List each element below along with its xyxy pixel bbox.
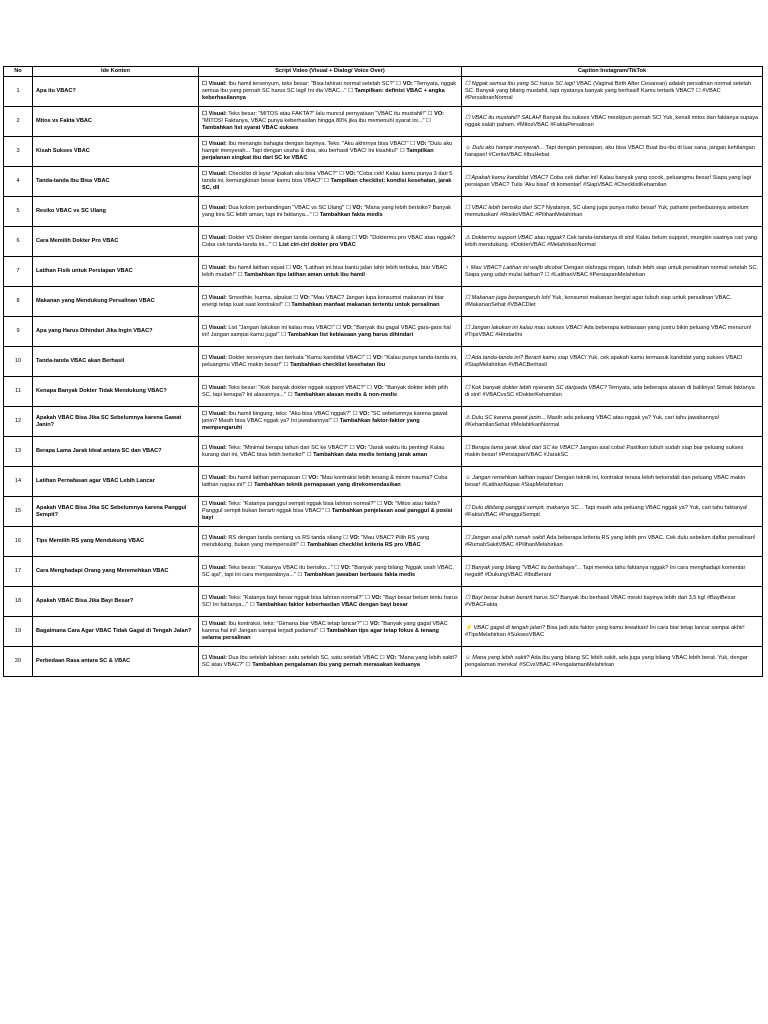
- cell-video-script: [199, 137, 462, 167]
- cell-no: 17: [4, 557, 33, 587]
- text-segment: VO:: [373, 384, 384, 391]
- text-segment: Jangan asal coba! Pastikan tubuh sudah siap biar peluang sukses makin besar! #PersiapanVBAC #JarakSC: [465, 444, 744, 458]
- cell-no: 11: [4, 377, 33, 407]
- text-segment: Tambahkan list syarat VBAC sukses: [202, 124, 299, 131]
- text-segment: ☐ VBAC itu mustahil? SALAH!: [465, 114, 542, 121]
- text-segment: "Latihan ini bisa bantu jalan lahir lebih terbuka, biar VBAC lebih mudah!" ☐: [202, 264, 448, 278]
- cell-caption: [462, 167, 763, 197]
- text-segment: VO:: [358, 234, 369, 241]
- text-segment: Tapi mereka tahu faktanya nggak? Ini cara menghadapi komentar negatif! #DukungVBAC #IbuBerani: [465, 564, 746, 578]
- cell-no: 10: [4, 347, 33, 377]
- text-segment: ☐ Visual:: [202, 564, 227, 571]
- text-segment: VO:: [352, 204, 363, 211]
- cell-video-script: [199, 407, 462, 437]
- text-segment: ♀ Mau VBAC? Latihan ini wajib dicoba!: [465, 264, 563, 271]
- text-segment: Tambahkan penjelasan soal panggul & posisi bayi: [202, 508, 453, 521]
- text-segment: ☐ Jangan lakukan ini kalau mau sukses VBAC!: [465, 324, 583, 331]
- text-segment: Tambahkan pengalaman ibu yang pernah merasakan keduanya: [252, 661, 420, 668]
- header-idea: Ide Konten: [33, 67, 199, 77]
- cell-caption: [462, 137, 763, 167]
- cell-caption: [462, 527, 763, 557]
- cell-no: 8: [4, 287, 33, 317]
- cell-no: 19: [4, 617, 33, 647]
- cell-video-script: [199, 377, 462, 407]
- cell-content-idea: Apakah VBAC Bisa Jika SC Sebelumnya karena Gawat Janin?: [33, 407, 199, 437]
- table-row: [4, 467, 763, 497]
- text-segment: Dengan teknik ini, kontraksi terasa lebih terkendali dan peluang VBAC makin besar! #LatihanNapas #SiapMelahirkan: [465, 474, 746, 488]
- text-segment: Teks: "Katanya bayi besar nggak bisa lahiran normal?" ☐: [226, 594, 372, 601]
- cell-no: 7: [4, 257, 33, 287]
- text-segment: Tambahkan tips agar tetap fokus & tenang selama persalinan: [202, 628, 439, 641]
- cell-video-script: [199, 347, 462, 377]
- text-segment: ☐ Visual:: [202, 234, 227, 241]
- text-segment: ☐ Bayi besar bukan berarti harus SC!: [465, 594, 559, 601]
- table-row: [4, 137, 763, 167]
- text-segment: ☐ Visual:: [202, 444, 227, 451]
- cell-no: 6: [4, 227, 33, 257]
- text-segment: "Jarak waktu itu penting! Kalau kurang dari ini, VBAC bisa lebih berisiko!" ☐: [202, 444, 445, 458]
- cell-no: 20: [4, 647, 33, 677]
- cell-video-script: [199, 77, 462, 107]
- text-segment: ☐ Visual:: [202, 534, 227, 541]
- header-no: No: [4, 67, 33, 77]
- text-segment: ☺: [465, 474, 473, 481]
- cell-content-idea: Cara Memilih Dokter Pro VBAC: [33, 227, 199, 257]
- text-segment: Teks besar: "Kok banyak dokter nggak support VBAC?" ☐: [226, 384, 374, 391]
- cell-content-idea: Berapa Lama Jarak Ideal antara SC dan VBAC?: [33, 437, 199, 467]
- table-body: [4, 77, 763, 677]
- cell-caption: [462, 437, 763, 467]
- text-segment: ☐ Visual:: [202, 501, 227, 508]
- cell-video-script: [199, 197, 462, 227]
- cell-caption: [462, 377, 763, 407]
- text-segment: Teks besar: "MITOS atau FAKTA?" lalu muncul pernyataan "VBAC itu mustahil!" ☐: [226, 111, 435, 118]
- table-row: [4, 647, 763, 677]
- cell-caption: [462, 317, 763, 347]
- table-row: [4, 527, 763, 557]
- cell-content-idea: Kisah Sukses VBAC: [33, 137, 199, 167]
- cell-caption: [462, 227, 763, 257]
- cell-content-idea: Mitos vs Fakta VBAC: [33, 107, 199, 137]
- cell-no: 3: [4, 137, 33, 167]
- text-segment: Masih ada peluang VBAC atau nggak ya? Yuk, cari tahu jawabannya! #KehamilanSehat #MelahirkanNormal: [465, 414, 720, 428]
- text-segment: Tambahkan teknik pernapasan yang direkomendasikan: [254, 481, 401, 488]
- table-row: [4, 197, 763, 227]
- text-segment: Tambahkan checklist kriteria RS pro VBAC: [306, 541, 421, 548]
- text-segment: "Banyak dokter lebih pilih SC, tapi kenapa? Ini alasannya..." ☐: [202, 384, 448, 398]
- text-segment: Ibu hamil tersenyum, teks besar: "Bisa lahiran normal setelah SC?" ☐: [226, 81, 403, 88]
- text-segment: "Mitos atau fakta? Panggul sempit bukan berarti nggak bisa VBAC!" ☐: [202, 501, 440, 515]
- cell-content-idea: Tanda-tanda Ibu Bisa VBAC: [33, 167, 199, 197]
- text-segment: Nyatanya, SC ulang juga punya risiko besar! Yuk, pahami perbedaannya sebelum memutuskan! #RisikoVBAC #PilihanMelahirkan: [465, 204, 749, 218]
- text-segment: VO:: [299, 294, 310, 301]
- cell-content-idea: Tanda-tanda VBAC akan Berhasil: [33, 347, 199, 377]
- table-row: [4, 107, 763, 137]
- text-segment: "Mau kontraksi lebih tenang & minim trauma? Coba latihan napas ini!" ☐: [202, 474, 448, 488]
- text-segment: Bisa jadi ada faktor yang kamu lewatkan! Ini cara biar tetap lancar sampai akhir! #TipsMelahirkan #SuksesVBAC: [465, 624, 745, 638]
- text-segment: Ibu kontraksi, teks: "Gimana biar VBAC tetap lancar?" ☐: [226, 621, 370, 628]
- cell-caption: [462, 557, 763, 587]
- text-segment: Tampilkan: definisi VBAC + angka keberhasilannya: [202, 88, 445, 101]
- cell-content-idea: Perbedaan Rasa antara SC & VBAC: [33, 647, 199, 677]
- table-header-row: [4, 67, 763, 77]
- text-segment: Ibu hamil latihan squat ☐: [226, 264, 293, 271]
- text-segment: VO:: [402, 81, 413, 88]
- cell-content-idea: Latihan Fisik untuk Persiapan VBAC: [33, 257, 199, 287]
- text-segment: ☐ Berapa lama jarak ideal dari SC ke VBAC?: [465, 444, 578, 451]
- text-segment: "MITOS! Faktanya, VBAC punya keberhasilan hingga 80% jika ibu memenuhi syarat ini..." ☐: [202, 118, 432, 125]
- cell-video-script: [199, 617, 462, 647]
- text-segment: "SC sebelumnya karena gawat janin? Masih bisa VBAC nggak ya? Ini jawabannya!" ☐: [202, 411, 448, 425]
- table-row: [4, 227, 763, 257]
- table-row: [4, 497, 763, 527]
- text-segment: "Banyak yang gagal VBAC karena hal ini! Jangan sampai terjadi padamu!" ☐: [202, 621, 448, 635]
- text-segment: ☐ Visual:: [202, 411, 227, 418]
- text-segment: "Doktermu pro VBAC atau nggak? Coba cek tanda-tanda ini..." ☐: [202, 234, 456, 248]
- text-segment: Teks: "Minimal berapa tahun dari SC ke VBAC?" ☐: [226, 444, 357, 451]
- cell-no: 18: [4, 587, 33, 617]
- table-row: [4, 347, 763, 377]
- text-segment: ☐ Apakah kamu kandidat VBAC?: [465, 174, 549, 181]
- header-script: Script Video (Visual + Dialog/ Voice Over): [199, 67, 462, 77]
- text-segment: VO:: [356, 444, 367, 451]
- text-segment: VO:: [383, 501, 394, 508]
- text-segment: ☐ Visual:: [202, 204, 227, 211]
- text-segment: Yuk, cek apakah kamu termasuk kandidat yang sukses VBAC! #SiapMelahirkan #VBACBerhasil: [465, 354, 743, 368]
- cell-caption: [462, 257, 763, 287]
- table-row: [4, 167, 763, 197]
- text-segment: ☐ Ada tanda-tanda ini? Berarti kamu siap VBAC!: [465, 354, 587, 361]
- text-segment: Ternyata, ada beberapa alasan di baliknya! Simak faktanya di sini! #VBACvsSC #DokterKehamilan: [465, 384, 755, 398]
- text-segment: ⚠ Doktermu support VBAC atau nggak?: [465, 234, 566, 241]
- text-segment: VO:: [416, 141, 427, 148]
- cell-video-script: [199, 287, 462, 317]
- content-plan-table: [3, 66, 763, 677]
- text-segment: VBAC (Vaginal Birth After Cesarean) adalah persalinan normal setelah SC. Banyak yang bilang mustahil, tapi nyatanya banyak yang berhasil! Kamu tertarik VBAC? ☐ #VBAC #PersalinanNormal: [465, 81, 751, 101]
- text-segment: ☺ Dulu aku hampir menyerah...: [465, 144, 545, 151]
- text-segment: ☐ Visual:: [202, 294, 227, 301]
- cell-caption: [462, 647, 763, 677]
- cell-no: 4: [4, 167, 33, 197]
- text-segment: Teks besar: "Katanya VBAC itu berisiko..." ☐: [226, 564, 341, 571]
- text-segment: "Kalau punya tanda-tanda ini, peluangmu VBAC makin besar!" ☐: [202, 354, 458, 368]
- text-segment: Banyak ibu sukses VBAC meskipun pernah SC! Yuk, kenali mitos dan faktanya supaya nggak salah paham. #MitosVBAC #FaktaPersalinan: [465, 114, 759, 128]
- cell-caption: [462, 467, 763, 497]
- text-segment: "Banyak yang bilang 'Nggak usah VBAC, SC aja!', tapi ini cara menjawabnya..." ☐: [202, 564, 454, 578]
- text-segment: "Bayi besar belum tentu harus SC! Ini faktanya..." ☐: [202, 594, 458, 608]
- cell-no: 16: [4, 527, 33, 557]
- cell-video-script: [199, 317, 462, 347]
- text-segment: "Mana yang lebih sakit? SC atau VBAC?" ☐: [202, 654, 458, 668]
- text-segment: Ada ibu yang bilang SC lebih sakit, ada juga yang bilang VBAC lebih berat. Yuk, dengar pengalaman mereka! #SCvsVBAC #PengalamanMelahirkan: [465, 654, 748, 668]
- cell-no: 15: [4, 497, 33, 527]
- cell-content-idea: Latihan Pernafasan agar VBAC Lebih Lancar: [33, 467, 199, 497]
- text-segment: ☐ Visual:: [202, 354, 227, 361]
- cell-video-script: [199, 587, 462, 617]
- text-segment: Tambahkan jawaban berbasis fakta medis: [303, 571, 416, 578]
- text-segment: Tambahkan checklist kesehatan ibu: [290, 361, 386, 368]
- text-segment: VO:: [371, 594, 382, 601]
- cell-caption: [462, 617, 763, 647]
- text-segment: VO:: [308, 474, 319, 481]
- text-segment: Ibu menangis bahagia dengan bayinya. Teks: "Aku akhirnya bisa VBAC!" ☐: [226, 141, 417, 148]
- table-row: [4, 257, 763, 287]
- text-segment: Tambahkan tips latihan aman untuk ibu hamil: [244, 271, 365, 278]
- table-row: [4, 407, 763, 437]
- text-segment: VO:: [342, 324, 353, 331]
- text-segment: Checklist di layar "Apakah aku bisa VBAC?" ☐: [226, 171, 346, 178]
- text-segment: "Banyak ibu gagal VBAC gara-gara hal ini! Jangan sampai kamu juga!" ☐: [202, 324, 451, 338]
- text-segment: ⚡ VBAC gagal di tengah jalan?: [465, 624, 546, 631]
- cell-caption: [462, 107, 763, 137]
- text-segment: ☐ Visual:: [202, 654, 227, 661]
- text-segment: "Dulu aku hampir menyerah... Tapi dengan usaha & doa, aku berhasil VBAC! Ini kisahku!" ☐: [202, 141, 453, 155]
- text-segment: Tambahkan manfaat makanan tertentu untuk persalinan: [291, 301, 440, 308]
- text-segment: "Mana yang lebih berisiko? Banyak yang kira SC lebih aman, tapi ini faktanya..." ☐: [202, 204, 452, 218]
- cell-video-script: [199, 527, 462, 557]
- text-segment: ☐ Visual:: [202, 81, 227, 88]
- table-row: [4, 377, 763, 407]
- text-segment: VO:: [349, 534, 360, 541]
- cell-no: 5: [4, 197, 33, 227]
- text-segment: Jangan remehkan latihan napas!: [472, 474, 554, 481]
- text-segment: ☐ Jangan asal pilih rumah sakit!: [465, 534, 546, 541]
- table-row: [4, 77, 763, 107]
- text-segment: "Ternyata, nggak semua ibu yang pernah SC harus SC lagi! Ini dia VBAC..." ☐: [202, 81, 457, 95]
- cell-video-script: [199, 257, 462, 287]
- cell-caption: [462, 77, 763, 107]
- text-segment: ☐ Visual:: [202, 474, 227, 481]
- text-segment: Dua kolom perbandingan "VBAC vs SC Ulang" ☐: [226, 204, 353, 211]
- text-segment: Banyak ibu berhasil VBAC meski bayinya lebih dari 3,5 kg! #BayiBesar #VBACFakta: [465, 594, 736, 608]
- text-segment: ☐ Makanan juga berpengaruh loh!: [465, 294, 551, 301]
- text-segment: ☐ Visual:: [202, 384, 227, 391]
- table-row: [4, 617, 763, 647]
- cell-content-idea: Kenapa Banyak Dokter Tidak Mendukung VBAC?: [33, 377, 199, 407]
- cell-no: 12: [4, 407, 33, 437]
- text-segment: "Coba cek! Kalau kamu punya 3 dari 5 tanda ini, kemungkinan besar kamu bisa VBAC!" ☐: [202, 171, 453, 185]
- text-segment: Coba cek daftar ini! Kalau banyak yang cocok, peluangmu besar! Siapa yang lagi persiapan VBAC? Tulis 'Aku bisa!' di komentar! #SiapVBAC #ChecklistKehamilan: [465, 174, 751, 188]
- text-segment: VO:: [292, 264, 303, 271]
- cell-no: 1: [4, 77, 33, 107]
- text-segment: VO:: [345, 171, 356, 178]
- cell-caption: [462, 197, 763, 227]
- text-segment: Tampilkan perjalanan singkat ibu dari SC ke VBAC: [202, 148, 434, 161]
- cell-no: 14: [4, 467, 33, 497]
- text-segment: ☐ VBAC lebih berisiko dari SC?: [465, 204, 545, 211]
- text-segment: ☐ Visual:: [202, 141, 227, 148]
- text-segment: ☐ Visual:: [202, 324, 227, 331]
- text-segment: Dokter tersenyum dan berkata "Kamu kandidat VBAC!" ☐: [226, 354, 373, 361]
- cell-content-idea: Tips Memilih RS yang Mendukung VBAC: [33, 527, 199, 557]
- text-segment: Tambahkan fakta medis: [319, 211, 383, 218]
- text-segment: VO:: [359, 411, 370, 418]
- cell-no: 9: [4, 317, 33, 347]
- text-segment: ⚠ Dulu SC karena gawat janin...: [465, 414, 546, 421]
- cell-video-script: [199, 227, 462, 257]
- cell-video-script: [199, 467, 462, 497]
- text-segment: List "Jangan lakukan ini kalau mau VBAC!" ☐: [226, 324, 343, 331]
- table-row: [4, 587, 763, 617]
- text-segment: RS dengan tanda centang vs RS tanda silang ☐: [226, 534, 350, 541]
- text-segment: Dengan olahraga ringan, tubuh lebih siap untuk persalinan normal setelah SC. Siapa yang udah mulai latihan? ☐ #LatihanVBAC #PersiapanMelahirkan: [465, 264, 759, 278]
- text-segment: List ciri-ciri dokter pro VBAC: [278, 241, 356, 248]
- cell-content-idea: Resiko VBAC vs SC Ulang: [33, 197, 199, 227]
- cell-video-script: [199, 437, 462, 467]
- cell-content-idea: Apa yang Harus Dihindari Jika Ingin VBAC?: [33, 317, 199, 347]
- cell-content-idea: Cara Menghadapi Orang yang Meremehkan VBAC: [33, 557, 199, 587]
- cell-no: 2: [4, 107, 33, 137]
- text-segment: Tambahkan data medis tentang jarak aman: [313, 451, 428, 458]
- text-segment: Tampilkan checklist: kondisi kesehatan, jarak SC, dll: [202, 178, 452, 191]
- text-segment: ☐ Dulu dibilang panggul sempit, makanya SC...: [465, 504, 584, 511]
- text-segment: ☐ Visual:: [202, 594, 227, 601]
- text-segment: ☐ Visual:: [202, 111, 227, 118]
- header-caption: Caption Instagram/TikTok: [462, 67, 763, 77]
- text-segment: VO:: [369, 621, 380, 628]
- text-segment: Tapi masih ada peluang VBAC nggak ya? Yuk, cari tahu faktanya! #FaktaVBAC #PanggulSempit: [465, 504, 748, 518]
- cell-no: 13: [4, 437, 33, 467]
- cell-content-idea: Bagaimana Cara Agar VBAC Tidak Gagal di Tengah Jalan?: [33, 617, 199, 647]
- cell-caption: [462, 347, 763, 377]
- text-segment: ☐ Kok banyak dokter lebih nyaranin SC daripada VBAC?: [465, 384, 607, 391]
- text-segment: VO:: [372, 354, 383, 361]
- text-segment: ☐ Banyak yang bilang "VBAC itu berbahaya"...: [465, 564, 582, 571]
- cell-video-script: [199, 107, 462, 137]
- text-segment: Tambahkan list kebiasaan yang harus dihindari: [287, 331, 414, 338]
- cell-content-idea: Apakah VBAC Bisa Jika Bayi Besar?: [33, 587, 199, 617]
- cell-content-idea: Makanan yang Mendukung Persalinan VBAC: [33, 287, 199, 317]
- text-segment: Yuk, konsumsi makanan bergizi agar tubuh siap untuk persalinan VBAC. #MakananSehat #VBACDiet: [465, 294, 732, 308]
- cell-video-script: [199, 647, 462, 677]
- text-segment: Tambahkan alasan medis & non-medis: [294, 391, 398, 398]
- text-segment: "Mau VBAC? Pilih RS yang mendukung, bukan yang mempersulit!" ☐: [202, 534, 430, 548]
- text-segment: VO:: [434, 111, 445, 118]
- cell-caption: [462, 407, 763, 437]
- text-segment: Cek tanda-tandanya di sini! Kalau belum support, mungkin saatnya cari yang lebih mendukung. #DokterVBAC #MelahirkanNormal: [465, 234, 758, 248]
- cell-video-script: [199, 497, 462, 527]
- table-row: [4, 317, 763, 347]
- text-segment: Ada beberapa kebiasaan yang justru bikin peluang VBAC menurun! #TipsVBAC #HindariIni: [465, 324, 752, 338]
- text-segment: ☐ Visual:: [202, 264, 227, 271]
- text-segment: "Mau VBAC? Jangan lupa konsumsi makanan ini biar energi tetap kuat saat kontraksi!" ☐: [202, 294, 445, 308]
- text-segment: Tapi dengan persiapan, aku bisa VBAC! Buat ibu-ibu di luar sana, jangan kehilangan harapan! #CeritaVBAC #IbuHebat: [465, 144, 755, 158]
- text-segment: VO:: [340, 564, 351, 571]
- text-segment: Teks: "Katanya panggul sempit nggak bisa lahiran normal?" ☐: [226, 501, 384, 508]
- text-segment: Ibu hamil latihan pernapasan ☐: [226, 474, 309, 481]
- text-segment: ☐ Nggak semua ibu yang SC harus SC lagi!: [465, 81, 575, 88]
- text-segment: ☐ Visual:: [202, 621, 227, 628]
- cell-content-idea: Apa itu VBAC?: [33, 77, 199, 107]
- table-row: [4, 437, 763, 467]
- text-segment: ☐ Visual:: [202, 171, 227, 178]
- cell-caption: [462, 287, 763, 317]
- text-segment: Dua ibu setelah lahiran: satu setelah SC, satu setelah VBAC ☐: [226, 654, 387, 661]
- table-row: [4, 557, 763, 587]
- table-row: [4, 287, 763, 317]
- cell-caption: [462, 497, 763, 527]
- text-segment: Tambahkan faktor keberhasilan VBAC dengan bayi besar: [256, 601, 408, 608]
- text-segment: ☺ Mana yang lebih sakit?: [465, 654, 530, 661]
- text-segment: Smoothie, kurma, alpukat ☐: [226, 294, 300, 301]
- text-segment: Tambahkan faktor-faktor yang mempengaruhi: [202, 418, 420, 431]
- cell-caption: [462, 587, 763, 617]
- text-segment: Ada beberapa kriteria RS yang lebih pro VBAC. Cek dulu sebelum daftar persalinan! #RumahSakitVBAC #PilihanMelahirkan: [465, 534, 756, 548]
- text-segment: Dokter VS Dokter dengan tanda centang & silang ☐: [226, 234, 359, 241]
- cell-video-script: [199, 167, 462, 197]
- cell-video-script: [199, 557, 462, 587]
- text-segment: VO:: [386, 654, 397, 661]
- cell-content-idea: Apakah VBAC Bisa Jika SC Sebelumnya karena Panggul Sempit?: [33, 497, 199, 527]
- text-segment: Ibu hamil bingung, teks: "Aku bisa VBAC nggak?" ☐: [226, 411, 360, 418]
